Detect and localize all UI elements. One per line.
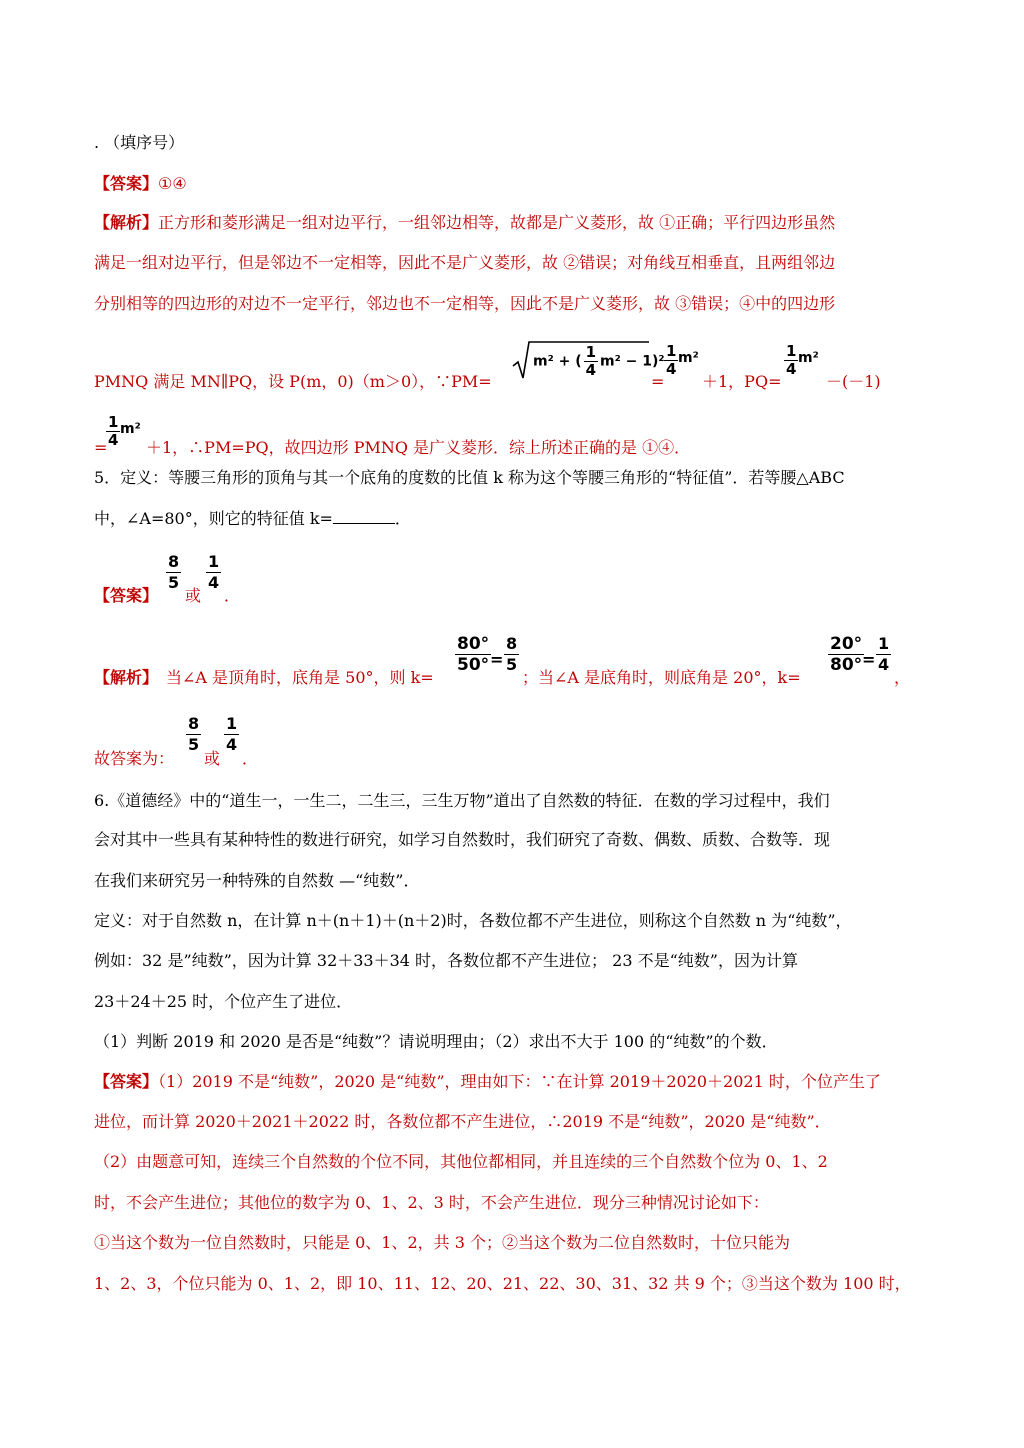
question-6-line5: 例如：32 是”纯数”，因为计算 32＋33＋34 时，各数位都不产生进位； 23 不是“纯数”，因为计算 — [94, 951, 798, 970]
question-6-line6: 23＋24＋25 时，个位产生了进位． — [94, 992, 353, 1011]
analysis-1-line4: PMNQ 满足 MN∥PQ，设 P(m，0)（m＞0），∵PM= m² + ( $\frac{1}{4}$ m² − 1)² = $\frac{1}{4}$ m² ＋1，PQ= $\frac{1}{4}$ m² －(－1) — [94, 342, 881, 391]
answer-5-summary: 故答案为： $\frac{8}{5}$ 或 $\frac{1}{4}$ ． — [94, 714, 259, 768]
analysis-1-line2: 满足一组对边平行，但是邻边不一定相等，因此不是广义菱形，故 ②错误；对角线互相垂直，且两组邻边 — [94, 253, 836, 272]
analysis-1-line5: = $\frac{1}{4}$ m² ＋1，∴PM=PQ，故四边形 PMNQ 是广义菱形．综上所述正确的是 ①④． — [94, 413, 691, 457]
question-6-line7: （1）判断 2019 和 2020 是否是“纯数”？请说明理由；（2）求出不大于 100 的“纯数”的个数． — [94, 1032, 778, 1051]
fraction-20-80: $\frac{20^\circ}{80^\circ}$ — [830, 634, 863, 675]
analysis-tag: 【解析】 — [94, 213, 159, 232]
fraction-eight-fifths: $\frac{8}{5}$ — [188, 714, 200, 754]
answer-1: 【答案】①④ — [94, 174, 187, 193]
answer-tag: 【答案】 — [94, 174, 159, 193]
fraction-one-quarter: $\frac{1}{4}$ — [226, 714, 238, 754]
analysis-1-line3: 分别相等的四边形的对边不一定平行，邻边也不一定相等，因此不是广义菱形，故 ③错误；④中的四边形 — [94, 294, 836, 313]
question-6-line2: 会对其中一些具有某种特性的数进行研究，如学习自然数时，我们研究了奇数、偶数、质数、合数等．现 — [94, 830, 831, 849]
fraction-eight-fifths: $\frac{8}{5}$ — [168, 552, 180, 592]
answer-blank — [333, 509, 395, 524]
analysis-1-line1: 【解析】正方形和菱形满足一组对边平行，一组邻边相等，故都是广义菱形，故 ①正确；平行四边形虽然 — [94, 213, 836, 232]
fraction-one-quarter: $\frac{1}{4}$ — [878, 634, 890, 674]
answer-6-line1: 【答案】（1）2019 不是“纯数”，2020 是“纯数”，理由如下：∵在计算 2019＋2020＋2021 时，个位产生了 — [94, 1072, 881, 1091]
fraction-quarter: $\frac{1}{4}$ — [786, 342, 797, 378]
answer-6-line6: 1、2、3，个位只能为 0、1、2，即 10、11、12、20、21、22、30、31、32 共 9 个；③当这个数为 100 时， — [94, 1274, 911, 1293]
question-6-line1: 6.《道德经》中的“道生一，一生二，二生三，三生万物”道出了自然数的特征．在数的学习过程中，我们 — [94, 791, 830, 810]
question-6-line4: 定义：对于自然数 n，在计算 n＋(n＋1)＋(n＋2)时，各数位都不产生进位，则称这个自然数 n 为“纯数”， — [94, 911, 852, 930]
fraction-quarter: $\frac{1}{4}$ — [666, 342, 677, 378]
analysis-5: 【解析】 当∠A 是顶角时，底角是 50°，则 k= $\frac{80^\circ}{50^\circ}$ = $\frac{8}{5}$ ；当∠A 是底角时，则底角是 20°，k= $\frac{20^\circ}{80^\circ}$ = $\frac{1}{4}$ ， — [94, 634, 911, 687]
question-5-line2: 中，∠A=80°，则它的特征值 k= ． — [94, 509, 411, 528]
question-6-line3: 在我们来研究另一种特殊的自然数 —“纯数”． — [94, 871, 420, 890]
answer-6-line4: 时，不会产生进位；其他位的数字为 0、1、2、3 时，不会产生进位．现分三种情况讨论如下： — [94, 1193, 769, 1212]
question-5-line1: 5．定义：等腰三角形的顶角与其一个底角的度数的比值 k 称为这个等腰三角形的“特征值”．若等腰△ABC — [94, 468, 845, 487]
answer-6-line5: ①当这个数为一位自然数时，只能是 0、1、2，共 3 个；②当这个数为二位自然数时，十位只能为 — [94, 1233, 790, 1252]
fraction-one-quarter: $\frac{1}{4}$ — [208, 552, 220, 592]
answer-5: 【答案】 $\frac{8}{5}$ 或 $\frac{1}{4}$ ． — [94, 552, 241, 605]
fill-in-hint: . （填序号） — [94, 133, 185, 152]
fraction-quarter: $\frac{1}{4}$ — [108, 413, 119, 449]
answer-6-line3: （2）由题意可知，连续三个自然数的个位不同，其他位都相同，并且连续的三个自然数个位为 0、1、2 — [94, 1152, 828, 1171]
fraction-80-50: $\frac{80^\circ}{50^\circ}$ — [457, 634, 490, 675]
answer-6-line2: 进位，而计算 2020＋2021＋2022 时，各数位都不产生进位，∴2019 不是“纯数”，2020 是“纯数”． — [94, 1112, 831, 1131]
fraction-eight-fifths: $\frac{8}{5}$ — [506, 634, 518, 674]
